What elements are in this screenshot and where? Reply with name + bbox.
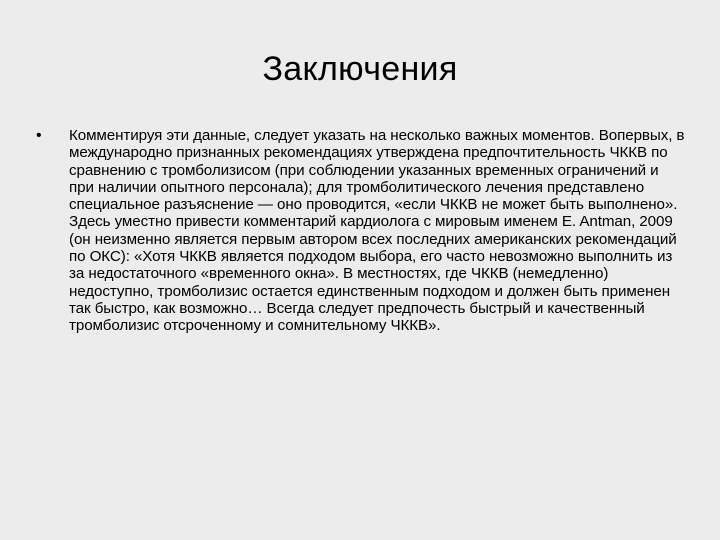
bullet-text: Комментируя эти данные, следует указать на несколько важных моментов. Вопервых, в международно признанных рекомендациях утверждена предпочтительность ЧККВ по сравнению с тромболизисом (при соблюдении указанных временных ограничений и при наличии опытного персонала); для тромболитического лечения представлено специальное разъяснение — оно проводится, «если ЧККВ не может быть выполнено». Здесь уместно привести комментарий кардиолога с мировым именем E. Antman, 2009 (он неизменно является первым автором всех последних американских рекомендаций по ОКС): «Хотя ЧККВ является подходом выбора, его часто невозможно выполнить из за недостаточного «временного окна». В местностях, где ЧККВ (немедленно) недоступно, тромболизис остается единственным подходом и должен быть применен так быстро, как возможно… Всегда следует предпочесть быстрый и качественный тромболизис отсроченному и сомнительному ЧККВ».: [69, 127, 685, 335]
bullet-list: [36, 127, 686, 335]
slide-title: Заключения: [262, 50, 458, 88]
bullet-icon: •: [36, 127, 42, 144]
bullet-item: [36, 127, 686, 335]
